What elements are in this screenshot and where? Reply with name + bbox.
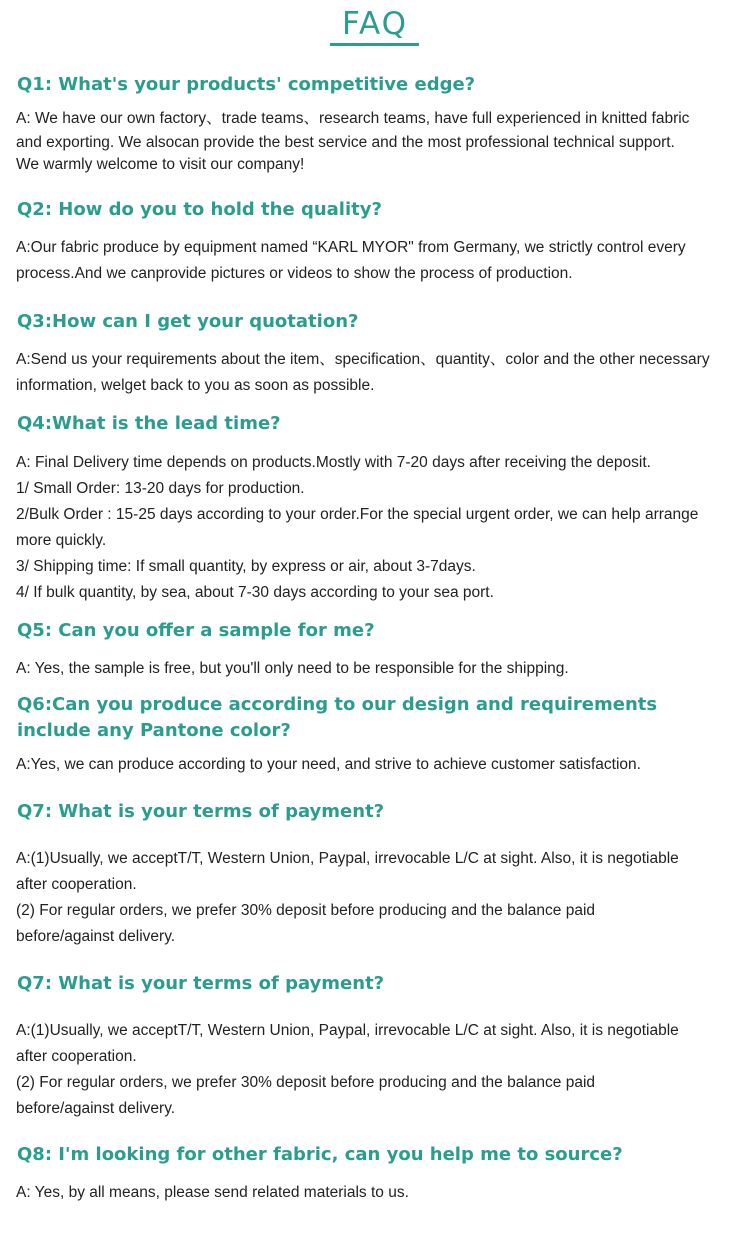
answer-line: and exporting. We alsocan provide the best service and the most professional technical support. (16, 134, 675, 151)
answer-line: A: Final Delivery time depends on products.Mostly with 7-20 days after receiving the deposit. (16, 454, 651, 471)
faq-question-2: Q2: How do you to hold the quality? (17, 199, 382, 220)
answer-line: more quickly. (16, 532, 107, 549)
answer-line: 3/ Shipping time: If small quantity, by express or air, about 3-7days. (16, 558, 476, 575)
title-underline (330, 43, 419, 46)
faq-question-7-repeat: Q7: What is your terms of payment? (17, 973, 385, 994)
faq-question-3: Q3:How can I get your quotation? (17, 311, 359, 332)
faq-answer-3 (16, 347, 740, 399)
answer-line: A:Our fabric produce by equipment named “KARL MYOR" from Germany, we strictly control every (16, 239, 686, 256)
faq-question-5: Q5: Can you offer a sample for me? (17, 620, 375, 641)
answer-line: after cooperation. (16, 876, 137, 893)
answer-line: A:(1)Usually, we acceptT/T, Western Union, Paypal, irrevocable L/C at sight. Also, it is negotiable (16, 1022, 679, 1039)
answer-line: A:(1)Usually, we acceptT/T, Western Union, Paypal, irrevocable L/C at sight. Also, it is negotiable (16, 850, 679, 867)
faq-answer-1 (16, 106, 740, 176)
faq-question-8: Q8: I'm looking for other fabric, can you help me to source? (17, 1144, 623, 1165)
answer-line: (2) For regular orders, we prefer 30% deposit before producing and the balance paid (16, 1074, 596, 1091)
answer-line: information, welget back to you as soon as possible. (16, 377, 375, 394)
answer-line: 2/Bulk Order : 15-25 days according to your order.For the special urgent order, we can help arrange (16, 506, 699, 523)
answer-line: before/against delivery. (16, 928, 176, 945)
faq-question-4: Q4:What is the lead time? (17, 413, 281, 434)
faq-question-6: Q6:Can you produce according to our design and requirements include any Pantone color? (17, 694, 658, 741)
answer-line: 1/ Small Order: 13-20 days for production. (16, 480, 305, 497)
answer-line: A: Yes, by all means, please send related materials to us. (16, 1184, 409, 1201)
faq-answer-6 (16, 752, 740, 778)
answer-line: A: We have our own factory、trade teams、research teams, have full experienced in knitted fabric (16, 110, 690, 127)
answer-line: after cooperation. (16, 1048, 137, 1065)
faq-answer-2 (16, 235, 740, 287)
answer-line: process.And we canprovide pictures or videos to show the process of production. (16, 265, 573, 282)
answer-line: A:Send us your requirements about the item、specification、quantity、color and the other necessary (16, 351, 710, 368)
answer-line: A:Yes, we can produce according to your need, and strive to achieve customer satisfaction. (16, 756, 641, 773)
faq-answer-7 (16, 846, 740, 950)
answer-line: before/against delivery. (16, 1100, 176, 1117)
faq-answer-4 (16, 450, 740, 606)
faq-answer-7-repeat (16, 1018, 740, 1122)
answer-line: 4/ If bulk quantity, by sea, about 7-30 days according to your sea port. (16, 584, 494, 601)
page-title: FAQ (341, 6, 409, 42)
faq-question-1: Q1: What's your products' competitive edge? (17, 74, 476, 95)
answer-line: (2) For regular orders, we prefer 30% deposit before producing and the balance paid (16, 902, 596, 919)
answer-line: A: Yes, the sample is free, but you'll only need to be responsible for the shipping. (16, 660, 569, 677)
faq-answer-5 (16, 656, 740, 682)
faq-question-7: Q7: What is your terms of payment? (17, 801, 385, 822)
faq-answer-8 (16, 1180, 740, 1206)
answer-line: We warmly welcome to visit our company! (16, 156, 305, 173)
